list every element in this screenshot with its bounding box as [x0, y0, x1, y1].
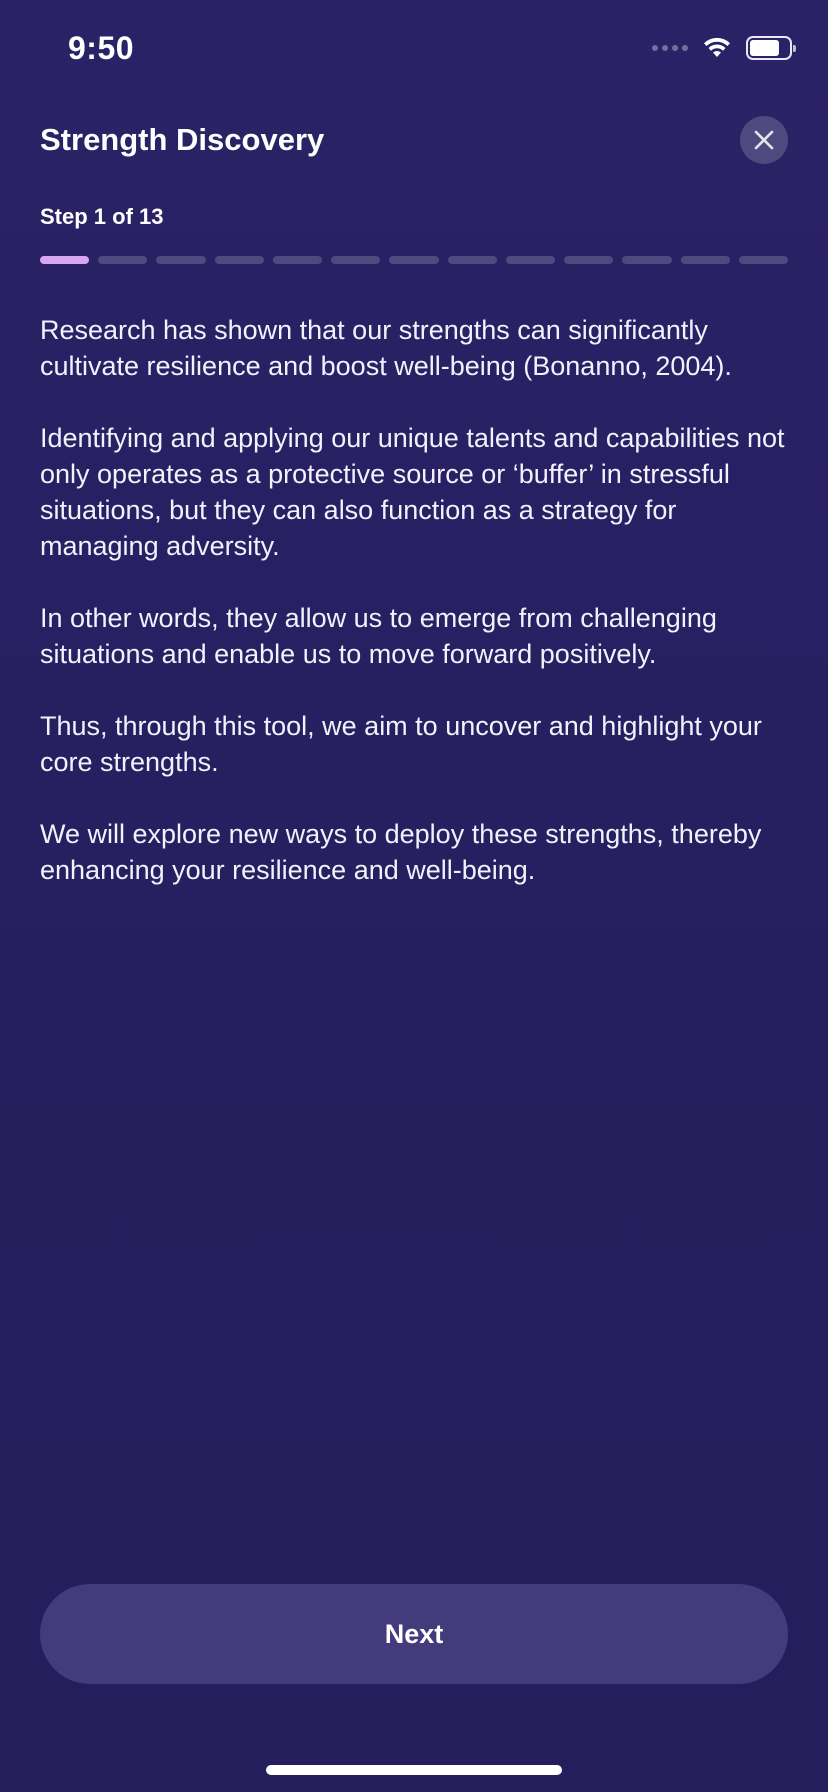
- progress-bar: [40, 256, 788, 264]
- paragraph: Thus, through this tool, we aim to uncover and highlight your core strengths.: [40, 711, 762, 777]
- page-title: Strength Discovery: [40, 122, 325, 157]
- progress-segment: [331, 256, 380, 264]
- progress-segment: [98, 256, 147, 264]
- progress-segment: [448, 256, 497, 264]
- progress-segment: [389, 256, 438, 264]
- paragraph: In other words, they allow us to emerge from challenging situations and enable us to move forward positively.: [40, 603, 717, 669]
- progress-segment: [215, 256, 264, 264]
- step-indicator: Step 1 of 13: [40, 204, 164, 229]
- progress-segment: [622, 256, 671, 264]
- status-icons: [652, 36, 792, 60]
- status-time: 9:50: [68, 30, 135, 66]
- cellular-signal-icon: [652, 45, 688, 51]
- progress-segment: [681, 256, 730, 264]
- progress-segment: [40, 256, 89, 264]
- paragraph: Research has shown that our strengths can significantly cultivate resilience and boost well-being (Bonanno, 2004).: [40, 315, 732, 381]
- progress-segment: [739, 256, 788, 264]
- intro-text: [40, 312, 800, 924]
- battery-level: [750, 40, 779, 56]
- progress-segment: [273, 256, 322, 264]
- progress-segment: [506, 256, 555, 264]
- progress-segment: [156, 256, 205, 264]
- home-indicator: [266, 1765, 562, 1775]
- close-icon: [753, 129, 775, 151]
- next-button[interactable]: Next: [40, 1584, 788, 1684]
- battery-icon: [746, 36, 792, 60]
- paragraph: We will explore new ways to deploy these strengths, thereby enhancing your resilience and well-being.: [40, 819, 762, 885]
- wifi-icon: [702, 37, 732, 59]
- status-bar: [0, 0, 828, 100]
- close-button[interactable]: [740, 116, 788, 164]
- paragraph: Identifying and applying our unique talents and capabilities not only operates as a protective source or ‘buffer’ in stressful situations, but they can also function as a strategy for managing adversity.: [40, 423, 785, 561]
- progress-segment: [564, 256, 613, 264]
